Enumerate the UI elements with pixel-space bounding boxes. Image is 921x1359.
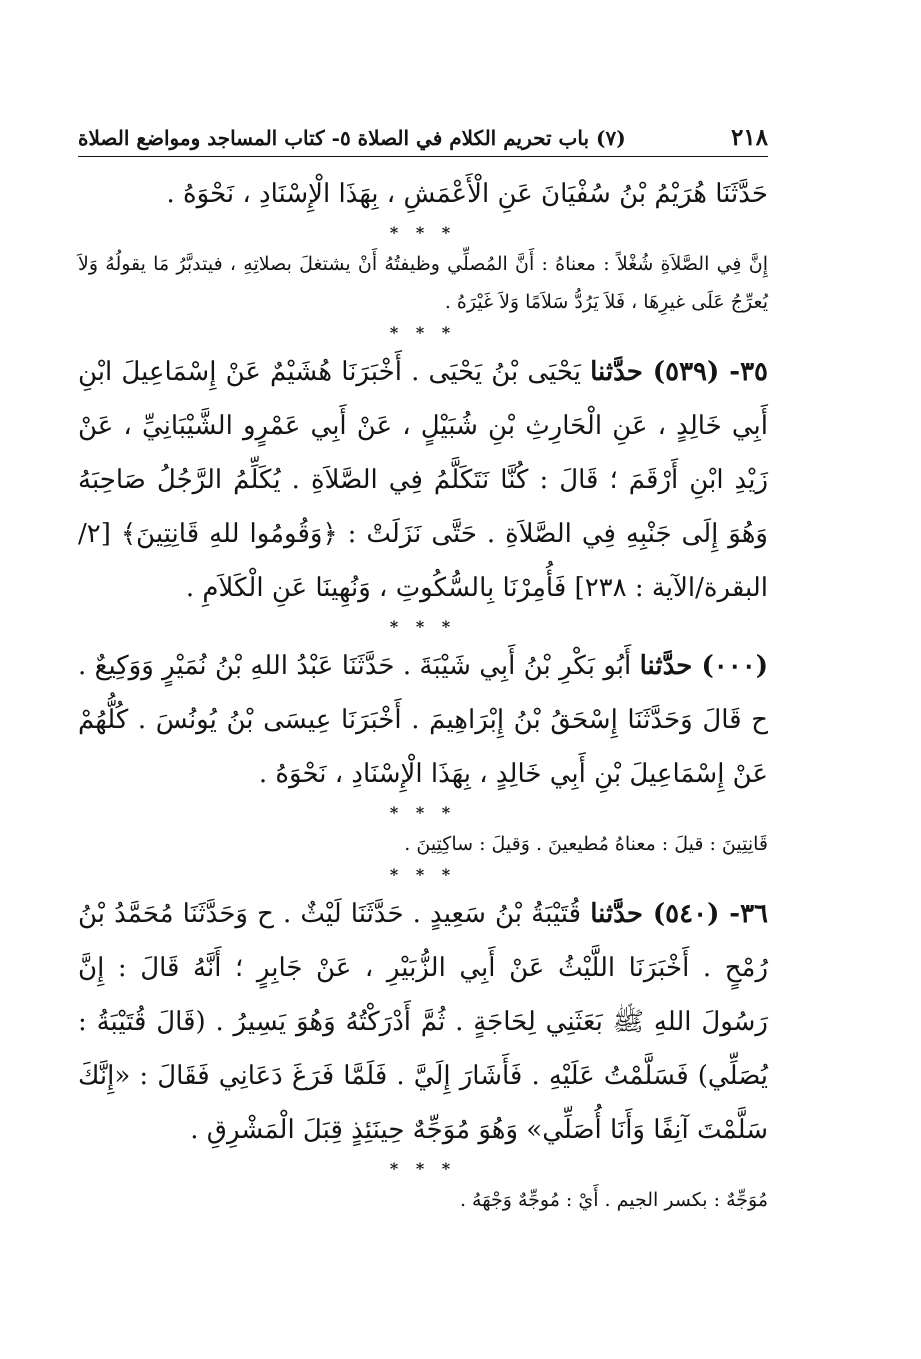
section-separator: * * * bbox=[389, 865, 457, 884]
commentary-note: قَانِتِينَ : قيلَ : معناهُ مُطيعينَ . وَقيلَ : ساكِتِينَ . bbox=[404, 833, 768, 855]
page-header bbox=[78, 118, 768, 157]
section-separator: * * * bbox=[389, 223, 457, 242]
commentary-note: إِنَّ فِي الصَّلاَةِ شُغْلاً : معناهُ : أَنَّ المُصلِّي وظيفتُهُ أَنْ يشتغلَ بصلاتِهِ ، فيتدبَّرُ مَا يقولُهُ وَلاَ يُعرِّجُ عَلَى غيرِهَا ، فَلاَ يَرُدُّ سَلاَمًا وَلاَ غَيْرَهُ . bbox=[78, 253, 768, 313]
hadith-paragraph bbox=[78, 345, 768, 615]
page-number: ٢١٨ bbox=[730, 124, 768, 151]
hadith-paragraph bbox=[78, 887, 768, 1157]
hadith-text: يَحْيَى بْنُ يَحْيَى . أَخْبَرَنَا هُشَيْمٌ عَنْ إِسْمَاعِيلَ ابْنِ أَبِي خَالِدٍ ، عَنِ الْحَارِثِ بْنِ شُبَيْلٍ ، عَنْ أَبِي عَمْرٍو الشَّيْبَانِيِّ ، عَنْ زَيْدِ ابْنِ أَرْقَمَ ؛ قَالَ : كُنَّا نَتَكَلَّمُ فِي الصَّلاَةِ . يُكَلِّمُ الرَّجُلُ صَاحِبَهُ وَهُوَ إِلَى جَنْبِهِ فِي الصَّلاَةِ . حَتَّى نَزَلَتْ : ﴿وَقُومُوا للهِ قَانِتِينَ﴾ [٢/البقرة/الآية : ٢٣٨] فَأُمِرْنَا بِالسُّكُوتِ ، وَنُهِينَا عَنِ الْكَلاَمِ . bbox=[78, 357, 768, 603]
commentary-note: مُوَجِّهٌ : بكسر الجيم . أَيْ : مُوجِّهٌ وَجْهَهُ . bbox=[459, 1189, 768, 1211]
hadith-text: قُتَيْبَةُ بْنُ سَعِيدٍ . حَدَّثَنَا لَيْثٌ . ح وَحَدَّثَنَا مُحَمَّدُ بْنُ رُمْحٍ . أَخْبَرَنَا اللَّيْثُ عَنْ أَبِي الزُّبَيْرِ ، عَنْ جَابِرٍ ؛ أَنَّهُ قَالَ : إِنَّ رَسُولَ اللهِ ﷺ بَعَثَنِي لِحَاجَةٍ . ثُمَّ أَدْرَكْتُهُ وَهُوَ يَسِيرُ . (قَالَ قُتَيْبَةُ : يُصَلِّي) فَسَلَّمْتُ عَلَيْهِ . فَأَشَارَ إِلَيَّ . فَلَمَّا فَرَغَ دَعَانِي فَقَالَ : «إِنَّكَ سَلَّمْتَ آنِفًا وَأَنَا أُصَلِّي» وَهُوَ مُوَجِّهٌ حِينَئِذٍ قِبَلَ الْمَشْرِقِ . bbox=[78, 899, 768, 1145]
hadith-text: أَبُو بَكْرِ بْنُ أَبِي شَيْبَةَ . حَدَّثَنَا عَبْدُ اللهِ بْنُ نُمَيْرٍ وَوَكِيعٌ . ح قَالَ وَحَدَّثَنَا إِسْحَقُ بْنُ إِبْرَاهِيمَ . أَخْبَرَنَا عِيسَى بْنُ يُونُسَ . كُلُّهُمْ عَنْ إِسْمَاعِيلَ بْنِ أَبِي خَالِدٍ ، بِهَذَا الْإِسْنَادِ ، نَحْوَهُ . bbox=[78, 651, 768, 789]
section-separator: * * * bbox=[389, 1159, 457, 1178]
section-separator: * * * bbox=[389, 323, 457, 342]
running-title: (٧) باب تحريم الكلام في الصلاة ٥- كتاب المساجد ومواضع الصلاة bbox=[78, 126, 626, 150]
hadith-number: ٣٥- (٥٣٩) حدَّثنا bbox=[590, 357, 768, 387]
book-page bbox=[78, 118, 768, 1219]
hadith-number: ٣٦- (٥٤٠) حدَّثنا bbox=[590, 899, 769, 929]
hadith-number: (٠٠٠) حدَّثنا bbox=[639, 651, 769, 681]
hadith-paragraph bbox=[78, 639, 768, 801]
section-separator: * * * bbox=[389, 617, 457, 636]
hadith-paragraph: حَدَّثَنَا هُرَيْمُ بْنُ سُفْيَانَ عَنِ الْأَعْمَشِ ، بِهَذَا الْإِسْنَادِ ، نَحْوَهُ . bbox=[166, 179, 768, 209]
section-separator: * * * bbox=[389, 803, 457, 822]
